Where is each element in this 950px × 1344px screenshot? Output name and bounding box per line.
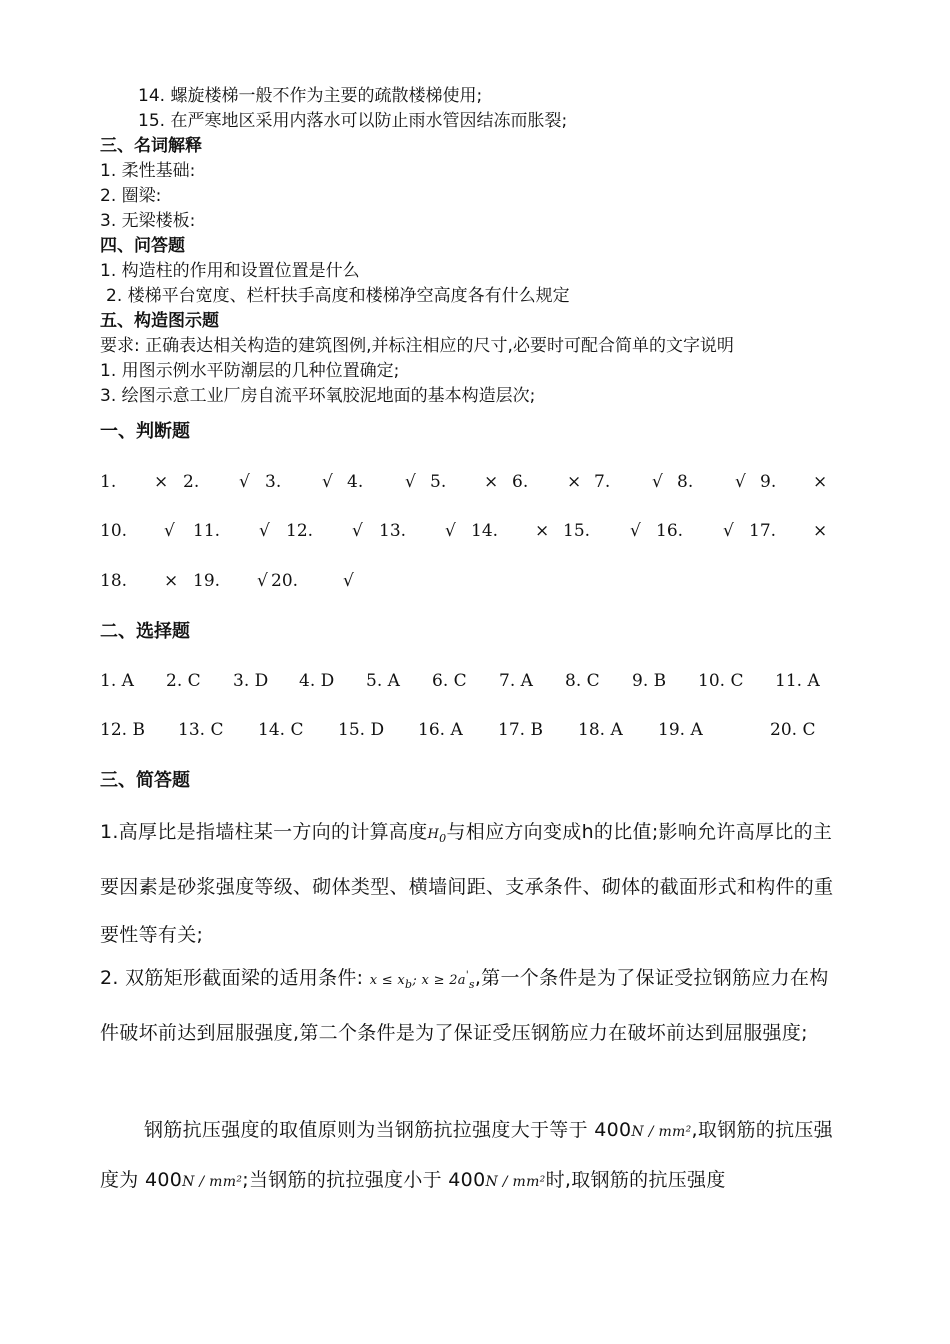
short-answer-3-text-a: 钢筋抗压强度的取值原则为当钢筋抗拉强度大于等于 400 <box>144 1119 632 1141</box>
unit-n-per-mm2: N / mm² <box>182 1174 243 1190</box>
choice-answer: 14. C <box>258 720 304 740</box>
short-answer-2-text-a: 2. 双筋矩形截面梁的适用条件: <box>100 967 364 989</box>
judge-mark: √ <box>239 472 250 492</box>
choice-answer: 7. A <box>499 671 533 691</box>
qa-2: 2. 楼梯平台宽度、栏杆扶手高度和楼梯净空高度各有什么规定 <box>106 286 570 306</box>
condition-1-subscript: b <box>405 978 413 991</box>
choice-title: 二、选择题 <box>100 621 190 642</box>
judge-cell: 12. <box>286 521 314 541</box>
section-drawing-title: 五、构造图示题 <box>100 311 219 331</box>
judge-mark: √ <box>322 472 333 492</box>
judge-mark: × <box>567 472 582 492</box>
judge-mark: √ <box>405 472 416 492</box>
judge-mark: √ <box>259 521 270 541</box>
choice-answer: 5. A <box>366 671 400 691</box>
drawing-requirement: 要求: 正确表达相关构造的建筑图例,并标注相应的尺寸,必要时可配合简单的文字说明 <box>100 336 734 356</box>
drawing-1: 1. 用图示例水平防潮层的几种位置确定; <box>100 361 400 381</box>
qa-1: 1. 构造柱的作用和设置位置是什么 <box>100 261 360 281</box>
judge-cell: 16. <box>656 521 684 541</box>
judge-title: 一、判断题 <box>100 421 190 442</box>
choice-answer: 12. B <box>100 720 145 740</box>
choice-answer: 19. A <box>658 720 703 740</box>
question-15: 15. 在严寒地区采用内落水可以防止雨水管因结冻而胀裂; <box>138 111 568 131</box>
short-answer-3 <box>100 1106 840 1206</box>
term-3: 3. 无梁楼板: <box>100 211 196 231</box>
condition-2-prime: ' <box>465 970 469 981</box>
judge-mark: √ <box>164 521 175 541</box>
judge-mark: × <box>164 571 179 591</box>
choice-answer: 13. C <box>178 720 224 740</box>
choice-answer: 1. A <box>100 671 134 691</box>
choice-answer: 9. B <box>632 671 667 691</box>
judge-mark: √ <box>257 571 268 591</box>
short-answer-title: 三、简答题 <box>100 770 190 791</box>
choice-answer: 6. C <box>432 671 467 691</box>
short-answer-1-text-a: 1.高厚比是指墙柱某一方向的计算高度 <box>100 821 428 843</box>
judge-mark: √ <box>630 521 641 541</box>
question-14: 14. 螺旋楼梯一般不作为主要的疏散楼梯使用; <box>138 86 483 106</box>
judge-cell: 6. <box>512 472 529 492</box>
judge-mark: √ <box>343 571 354 591</box>
term-2: 2. 圈梁: <box>100 186 162 206</box>
judge-mark: × <box>484 472 499 492</box>
choice-answer: 2. C <box>166 671 201 691</box>
judge-mark: √ <box>723 521 734 541</box>
judge-cell: 20. <box>271 571 299 591</box>
judge-cell: 17. <box>749 521 777 541</box>
choice-answer: 8. C <box>565 671 600 691</box>
height-h-subscript: 0 <box>439 832 447 845</box>
choice-answer: 4. D <box>299 671 335 691</box>
condition-2-subscript: s <box>468 978 475 991</box>
condition-1-formula: x ≤ x <box>369 973 406 988</box>
judge-cell: 7. <box>594 472 611 492</box>
judge-mark: √ <box>735 472 746 492</box>
short-answer-3-text-c: ;当钢筋的抗拉强度小于 400 <box>242 1169 486 1191</box>
judge-cell: 4. <box>347 472 364 492</box>
choice-answer: 11. A <box>775 671 820 691</box>
judge-cell: 14. <box>471 521 499 541</box>
judge-mark: × <box>535 521 550 541</box>
choice-answer: 18. A <box>578 720 623 740</box>
unit-n-per-mm2: N / mm² <box>631 1124 692 1140</box>
short-answer-3-text-d: 时,取钢筋的抗压强度 <box>545 1169 726 1191</box>
judge-cell: 1. <box>100 472 117 492</box>
judge-cell: 18. <box>100 571 128 591</box>
judge-cell: 8. <box>677 472 694 492</box>
judge-cell: 2. <box>183 472 200 492</box>
judge-cell: 15. <box>563 521 591 541</box>
judge-cell: 13. <box>379 521 407 541</box>
short-answer-3-text-b: ,取钢筋的抗压强度为 400 <box>100 1119 833 1191</box>
judge-mark: √ <box>652 472 663 492</box>
choice-answer: 20. C <box>770 720 816 740</box>
section-qa-title: 四、问答题 <box>100 236 185 256</box>
short-answer-2 <box>100 952 840 1057</box>
choice-answer: 10. C <box>698 671 744 691</box>
choice-answer: 16. A <box>418 720 463 740</box>
judge-mark: × <box>154 472 169 492</box>
short-answer-1 <box>100 808 840 959</box>
choice-answer: 17. B <box>498 720 543 740</box>
judge-cell: 11. <box>193 521 221 541</box>
short-answer-1-text-b: 与相应方向变成h的比值;影响允许高厚比的主要因素是砂浆强度等级、砌体类型、横墙间距、支承条件、砌体的截面形式和构件的重要性等有关; <box>100 821 834 946</box>
section-terms-title: 三、名词解释 <box>100 136 202 156</box>
condition-2-formula: ; x ≥ 2a <box>412 973 466 988</box>
judge-cell: 9. <box>760 472 777 492</box>
unit-n-per-mm2: N / mm² <box>485 1174 546 1190</box>
choice-answer: 15. D <box>338 720 385 740</box>
judge-mark: × <box>813 521 828 541</box>
judge-cell: 5. <box>430 472 447 492</box>
judge-mark: × <box>813 472 828 492</box>
judge-mark: √ <box>352 521 363 541</box>
term-1: 1. 柔性基础: <box>100 161 196 181</box>
judge-cell: 10. <box>100 521 128 541</box>
height-h-symbol: H <box>427 827 440 842</box>
drawing-3: 3. 绘图示意工业厂房自流平环氧胶泥地面的基本构造层次; <box>100 386 536 406</box>
judge-cell: 3. <box>265 472 282 492</box>
choice-answer: 3. D <box>233 671 269 691</box>
short-answer-2-text-b: ,第一个条件是为了保证受拉钢筋应力在构件破坏前达到屈服强度,第二个条件是为了保证受压钢筋应力在破坏前达到屈服强度; <box>100 967 829 1044</box>
judge-mark: √ <box>445 521 456 541</box>
judge-cell: 19. <box>193 571 221 591</box>
